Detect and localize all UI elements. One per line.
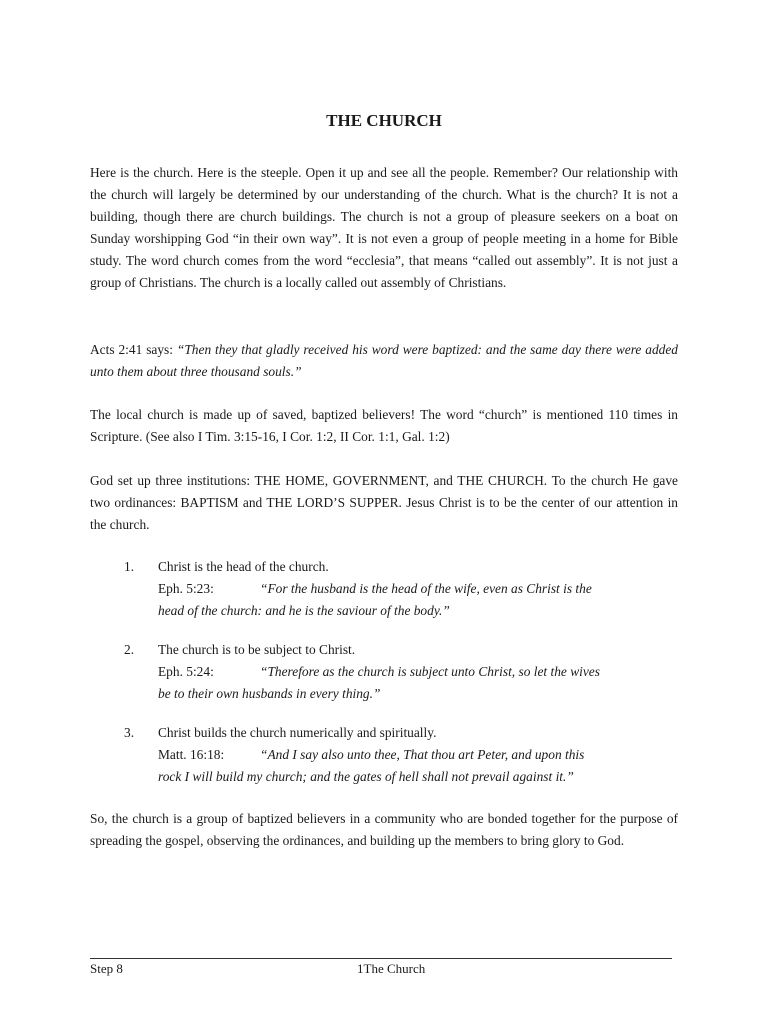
page-title: THE CHURCH (326, 111, 442, 130)
intro-paragraph: Here is the church. Here is the steeple. Open it up and see all the people. Remember? Our relationship with the church will largely be determined by our understanding of the church. What is the church? It is not a building, though there are church buildings. The church is not a group of pleasure seekers on a boat on Sunday worshipping God “in their own way”. It is not even a group of people meeting in a home for Bible study. The word church comes from the word “ecclesia”, that means “called out assembly”. It is not just a group of Christians. The church is a locally called out assembly of Christians. (90, 165, 678, 290)
scripture-quote-line: be to their own husbands in every thing.” (158, 686, 381, 701)
scripture-ref: Eph. 5:24: (158, 664, 214, 679)
list-number: 2. (124, 642, 135, 657)
scripture-ref: Matt. 16:18: (158, 747, 225, 762)
acts-citation-quote: “Then they that gladly received his word were baptized: and the same day there were added unto them about three thousand souls.” (90, 342, 678, 379)
conclusion-paragraph: So, the church is a group of baptized believers in a community who are bonded together for the purpose of spreading the gospel, observing the ordinances, and building up the members to bring glory to God. (90, 811, 678, 848)
list-heading: Christ builds the church numerically and spiritually. (158, 725, 437, 740)
institutions-paragraph: God set up three institutions: THE HOME, GOVERNMENT, and THE CHURCH. To the church He gave two ordinances: BAPTISM and THE LORD’S SUPPER. Jesus Christ is to be the center of our attention in the church. (90, 473, 678, 532)
list-number: 1. (124, 559, 135, 574)
scripture-quote-line: “For the husband is the head of the wife, even as Christ is the (260, 581, 592, 596)
list-number: 3. (124, 725, 135, 740)
scripture-quote-line: head of the church: and he is the saviour of the body.” (158, 603, 450, 618)
local-church-paragraph: The local church is made up of saved, baptized believers! The word “church” is mentioned 110 times in Scripture. (See also I Tim. 3:15-16, I Cor. 1:2, II Cor. 1:1, Gal. 1:2) (90, 407, 678, 444)
list-heading: Christ is the head of the church. (158, 559, 329, 574)
list-heading: The church is to be subject to Christ. (158, 642, 356, 657)
footer-step-label: Step 8 (90, 961, 123, 976)
footer-page-label: 1The Church (357, 961, 426, 976)
scripture-quote-line: rock I will build my church; and the gates of hell shall not prevail against it.” (158, 769, 574, 784)
scripture-quote-line: “And I say also unto thee, That thou art Peter, and upon this (260, 747, 585, 762)
scripture-ref: Eph. 5:23: (158, 581, 214, 596)
scripture-quote-line: “Therefore as the church is subject unto Christ, so let the wives (260, 664, 600, 679)
acts-citation-paragraph (90, 339, 678, 383)
acts-citation-ref: Acts 2:41 says: (90, 342, 177, 357)
